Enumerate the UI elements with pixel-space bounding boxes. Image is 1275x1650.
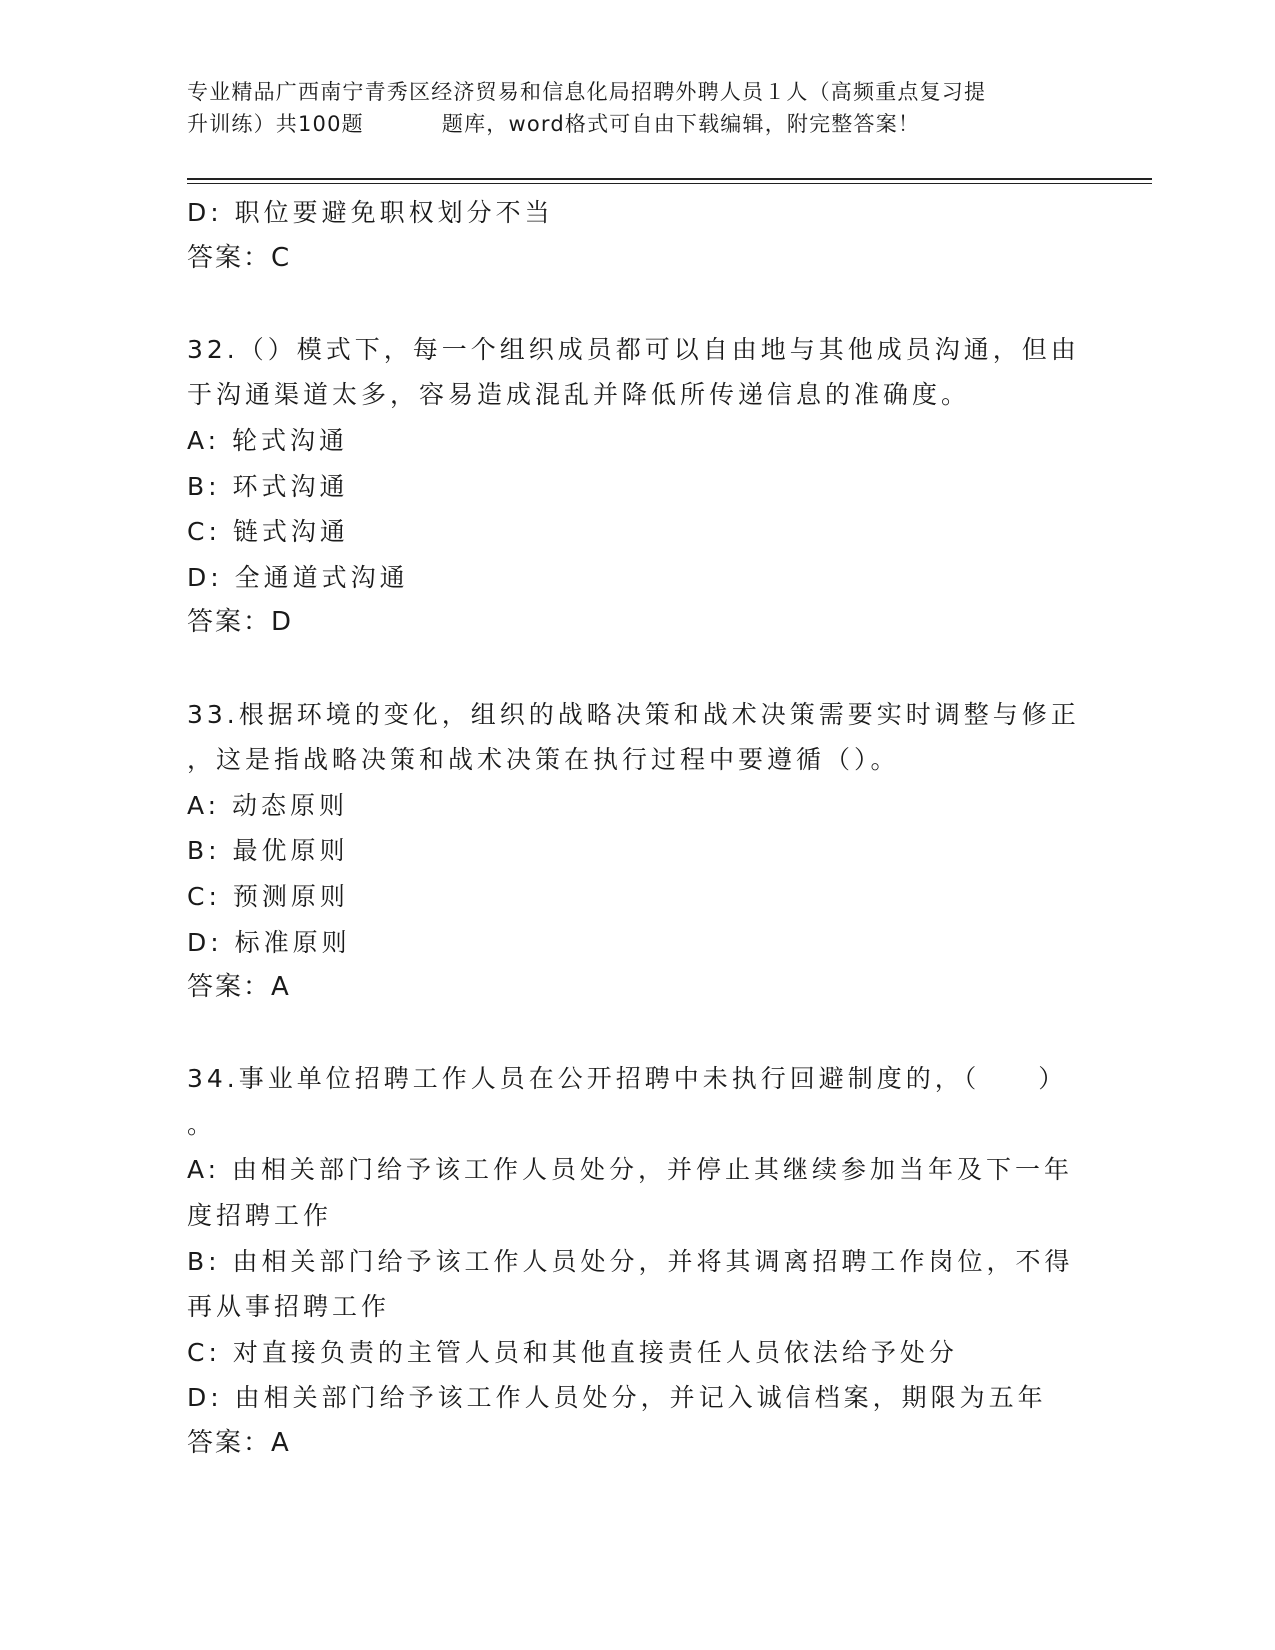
page-header xyxy=(187,76,1087,140)
option-d: D: 由相关部门给予该工作人员处分，并记入诚信档案，期限为五年 xyxy=(187,1383,1047,1413)
option-a: A: 轮式沟通 xyxy=(187,425,349,455)
question-stem-line: 于沟通渠道太多，容易造成混乱并降低所传递信息的准确度。 xyxy=(187,380,971,410)
header-rule-thin xyxy=(187,183,1152,184)
option-c: C: 链式沟通 xyxy=(187,517,349,547)
header-line-2 xyxy=(187,108,1087,140)
option-d: D: 标准原则 xyxy=(187,927,351,957)
answer: 答案：A xyxy=(187,972,291,1003)
option-c: C: 对直接负责的主管人员和其他直接责任人员依法给予处分 xyxy=(187,1337,958,1367)
prev-answer: 答案：C xyxy=(187,242,292,273)
option-b: B: 最优原则 xyxy=(187,836,349,866)
question-content xyxy=(187,190,1087,1467)
spacer xyxy=(187,1011,1087,1057)
spacer xyxy=(187,281,1087,327)
question-34 xyxy=(187,1056,1087,1466)
option-a: A: 由相关部门给予该工作人员处分，并停止其继续参加当年及下一年 xyxy=(187,1155,1074,1185)
header-line-2-left: 升训练）共100题 xyxy=(187,112,364,136)
option-b-continued: 再从事招聘工作 xyxy=(187,1292,391,1322)
header-rule-thick xyxy=(187,178,1152,180)
question-stem-line: 。 xyxy=(187,1109,217,1139)
question-stem-line: 33.根据环境的变化，组织的战略决策和战术决策需要实时调整与修正 xyxy=(187,699,1080,729)
option-a: A: 动态原则 xyxy=(187,790,349,820)
header-line-2-right: 题库，word格式可自由下载编辑，附完整答案！ xyxy=(441,112,921,136)
prev-option-d: D: 职位要避免职权划分不当 xyxy=(187,198,554,227)
option-d: D: 全通道式沟通 xyxy=(187,562,409,592)
option-b: B: 环式沟通 xyxy=(187,471,349,501)
spacer xyxy=(187,646,1087,692)
option-b: B: 由相关部门给予该工作人员处分，并将其调离招聘工作岗位，不得 xyxy=(187,1246,1074,1276)
header-line-1: 专业精品广西南宁青秀区经济贸易和信息化局招聘外聘人员１人（高频重点复习提 xyxy=(187,80,987,104)
question-stem-line: ，这是指战略决策和战术决策在执行过程中要遵循（）。 xyxy=(187,745,900,775)
question-stem-line: 34.事业单位招聘工作人员在公开招聘中未执行回避制度的，（ ） xyxy=(187,1064,1068,1094)
answer: 答案：D xyxy=(187,607,294,638)
option-a-continued: 度招聘工作 xyxy=(187,1201,333,1231)
question-32 xyxy=(187,327,1087,646)
question-33 xyxy=(187,692,1087,1011)
option-c: C: 预测原则 xyxy=(187,881,349,911)
answer: 答案：A xyxy=(187,1428,291,1459)
question-stem-line: 32.（）模式下，每一个组织成员都可以自由地与其他成员沟通，但由 xyxy=(187,334,1080,364)
